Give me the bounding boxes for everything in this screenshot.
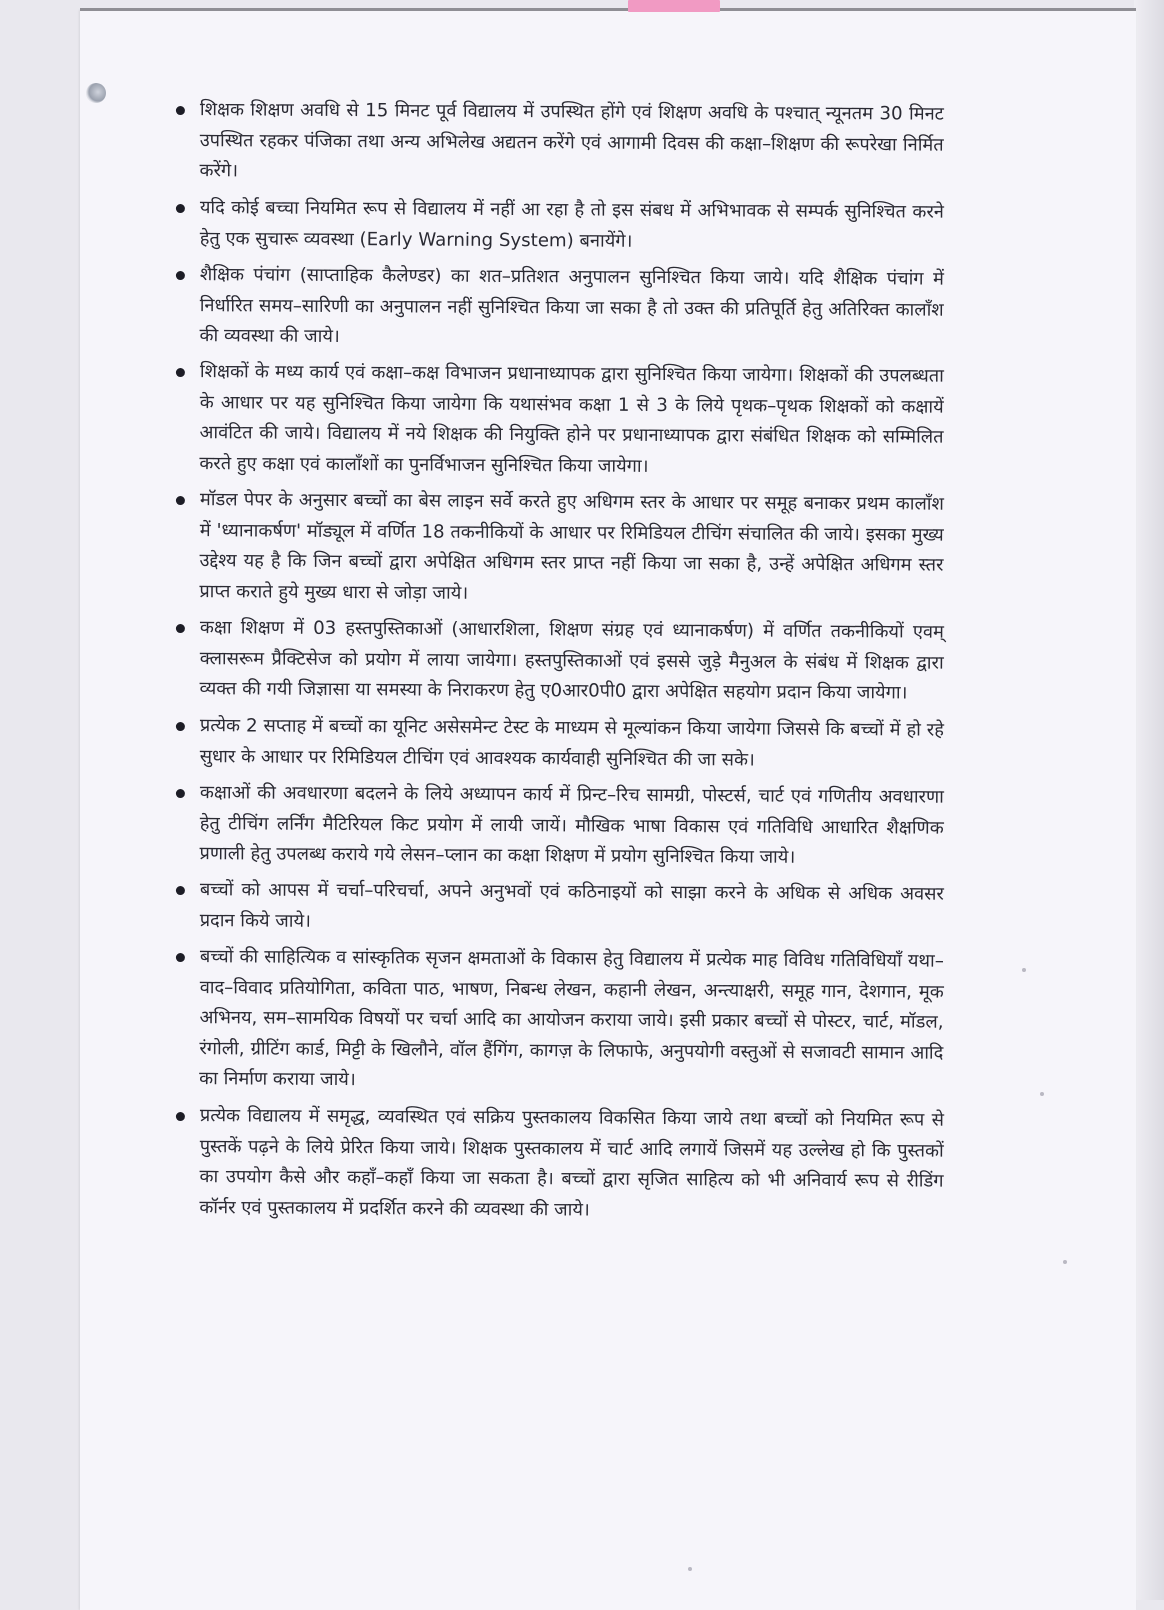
list-item: मॉडल पेपर के अनुसार बच्चों का बेस लाइन सर्वे करते हुए अधिगम स्तर के आधार पर समूह बनाकर प्रथम कालाँश में 'ध्यानाकर्षण' मॉड्यूल में वर्णित 18 तकनीकियों के आधार पर रिमिडियल टीचिंग संचालित की जाये। इसका मुख्य उद्देश्य यह है कि जिन बच्चों द्वारा अपेक्षित अधिगम स्तर प्राप्त नहीं किया जा सका है, उन्हें अपेक्षित अधिगम स्तर प्राप्त कराते हुये मुख्य धारा से जोड़ा जाये। xyxy=(173,485,944,612)
guidelines-bullet-list xyxy=(174,95,944,1229)
punch-hole-icon xyxy=(86,83,106,103)
pink-tape-mark xyxy=(628,0,720,12)
list-item: कक्षा शिक्षण में 03 हस्तपुस्तिकाओं (आधारशिला, शिक्षण संग्रह एवं ध्यानाकर्षण) में वर्णित तकनीकियों एवम् क्लासरूम प्रैक्टिसेज को प्रयोग में लाया जायेगा। हस्तपुस्तिकाओं एवं इससे जुड़े मैनुअल के संबंध में शिक्षक द्वारा व्यक्त की गयी जिज्ञासा या समस्या के निराकरण हेतु ए0आर0पी0 द्वारा अपेक्षित सहयोग प्रदान किया जायेगा। xyxy=(173,613,944,709)
list-item: शैक्षिक पंचांग (साप्ताहिक कैलेण्डर) का शत–प्रतिशत अनुपालन सुनिश्चित किया जाये। यदि शैक्षिक पंचांग में निर्धारित समय–सारिणी का अनुपालन नहीं सुनिश्चित किया जा सका है तो उक्त की प्रतिपूर्ति हेतु अतिरिक्त कालाँश की व्यवस्था की जाये। xyxy=(173,260,944,356)
list-item: शिक्षक शिक्षण अवधि से 15 मिनट पूर्व विद्यालय में उपस्थित होंगे एवं शिक्षण अवधि के पश्चात् न्यूनतम 30 मिनट उपस्थित रहकर पंजिका तथा अन्य अभिलेख अद्यतन करेंगे एवं आगामी दिवस की कक्षा–शिक्षण की रूपरेखा निर्मित करेंगे। xyxy=(173,95,944,191)
list-item: यदि कोई बच्चा नियमित रूप से विद्यालय में नहीं आ रहा है तो इस संबध में अभिभावक से सम्पर्क सुनिश्चित करने हेतु एक सुचारू व्यवस्था (Early Warning System) बनायेंगे। xyxy=(174,193,944,259)
list-item: प्रत्येक 2 सप्ताह में बच्चों का यूनिट असेसमेन्ट टेस्ट के माध्यम से मूल्यांकन किया जायेगा जिससे कि बच्चों में हो रहे सुधार के आधार पर रिमिडियल टीचिंग एवं आवश्यक कार्यवाही सुनिश्चित की जा सके। xyxy=(174,711,944,777)
list-item: शिक्षकों के मध्य कार्य एवं कक्षा–कक्ष विभाजन प्रधानाध्यापक द्वारा सुनिश्चित किया जायेगा। शिक्षकों की उपलब्धता के आधार पर यह सुनिश्चित किया जायेगा कि यथासंभव कक्षा 1 से 3 के लिये पृथक–पृथक शिक्षकों को कक्षायें आवंटित की जाये। विद्यालय में नये शिक्षक की नियुक्ति होने पर प्रधानाध्यापक द्वारा संबंधित शिक्षक को सम्मिलित करते हुए कक्षा एवं कालाँशों का पुनर्विभाजन सुनिश्चित किया जायेगा। xyxy=(173,357,944,484)
list-item: बच्चों को आपस में चर्चा–परिचर्चा, अपने अनुभवों एवं कठिनाइयों को साझा करने के अधिक से अधिक अवसर प्रदान किये जाये। xyxy=(174,875,944,941)
scan-speck xyxy=(1063,1260,1067,1264)
list-item: बच्चों की साहित्यिक व सांस्कृतिक सृजन क्षमताओं के विकास हेतु विद्यालय में प्रत्येक माह विविध गतिविधियाँ यथा–वाद–विवाद प्रतियोगिता, कविता पाठ, भाषण, निबन्ध लेखन, कहानी लेखन, अन्त्याक्षरी, समूह गान, देशगान, मूक अभिनय, सम–सामयिक विषयों पर चर्चा आदि का आयोजन कराया जाये। इसी प्रकार बच्चों से पोस्टर, चार्ट, मॉडल, रंगोली, ग्रीटिंग कार्ड, मिट्टी के खिलौने, वॉल हैंगिंग, कागज़ के लिफाफे, अनुपयोगी वस्तुओं से सजावटी सामान आदि का निर्माण कराया जाये। xyxy=(173,942,944,1099)
scan-speck xyxy=(1040,1092,1044,1096)
list-item: कक्षाओं की अवधारणा बदलने के लिये अध्यापन कार्य में प्रिन्ट–रिच सामग्री, पोस्टर्स, चार्ट एवं गणितीय अवधारणा हेतु टीचिंग लर्निंग मैटिरियल किट प्रयोग में लायी जायें। मौखिक भाषा विकास एवं गतिविधि आधारित शैक्षणिक प्रणाली हेतु उपलब्ध कराये गये लेसन–प्लान का कक्षा शिक्षण में प्रयोग सुनिश्चित किया जाये। xyxy=(173,778,944,874)
scan-speck xyxy=(688,1567,692,1571)
list-item: प्रत्येक विद्यालय में समृद्ध, व्यवस्थित एवं सक्रिय पुस्तकालय विकसित किया जाये तथा बच्चों को नियमित रूप से पुस्तकें पढ़ने के लिये प्रेरित किया जाये। शिक्षक पुस्तकालय में चार्ट आदि लगायें जिसमें यह उल्लेख हो कि पुस्तकों का उपयोग कैसे और कहाँ–कहाँ किया जा सकता है। बच्चों द्वारा सृजित साहित्य को भी अनिवार्य रूप से रीडिंग कॉर्नर एवं पुस्तकालय में प्रदर्शित करने की व्यवस्था की जाये। xyxy=(173,1101,944,1228)
scan-speck xyxy=(1022,968,1026,972)
page-top-edge xyxy=(80,8,1136,11)
scan-background-edge xyxy=(1134,0,1164,1600)
